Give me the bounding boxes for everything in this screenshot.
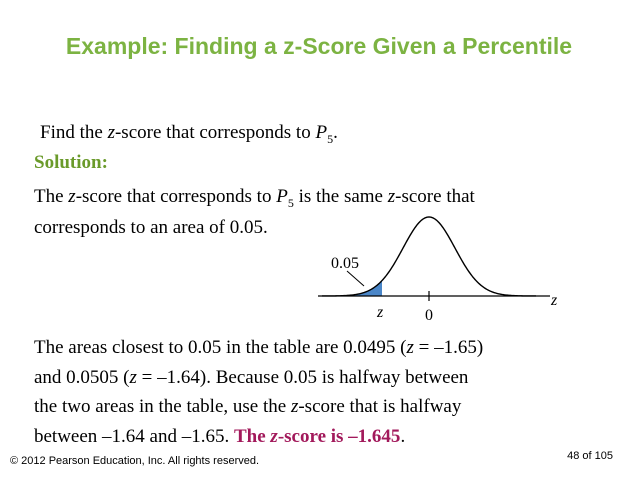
text: -score that <box>395 186 475 207</box>
subscript: 5 <box>287 195 294 210</box>
prompt-text: Find the <box>40 122 108 143</box>
slide-title: Example: Finding a z-Score Given a Percentile <box>65 33 573 59</box>
solution-label: Solution: <box>34 152 108 173</box>
prompt-sub: 5 <box>327 131 334 146</box>
text: and 0.0505 ( <box>34 366 130 388</box>
prompt-text: . <box>333 122 338 143</box>
text: -score that corresponds to <box>75 186 277 207</box>
explanation-line-2 <box>34 363 483 393</box>
area-pointer-line <box>347 271 364 286</box>
italic-z: z <box>270 425 278 447</box>
explanation-line-1 <box>34 333 483 363</box>
explanation-line-3 <box>34 392 483 422</box>
text: = –1.64). Because 0.05 is halfway between <box>136 366 469 388</box>
text: between –1.64 and –1.65. <box>34 425 234 447</box>
area-label: 0.05 <box>331 255 359 272</box>
prompt-z: z <box>107 122 115 143</box>
explanation-text <box>34 333 483 451</box>
page-number: 48 of 105 <box>567 450 613 462</box>
italic-z: z <box>68 186 76 207</box>
answer-highlight <box>234 426 400 447</box>
text: the two areas in the table, use the <box>34 396 291 417</box>
prompt-p: P <box>315 122 328 143</box>
italic-z: z <box>129 366 137 388</box>
text: The <box>233 425 271 447</box>
solution-line-2: corresponds to an area of 0.05. <box>34 217 268 238</box>
text: The areas closest to 0.05 in the table are 0.0495 ( <box>34 337 407 358</box>
text: . <box>400 425 406 447</box>
text: is the same <box>293 186 388 207</box>
axis-label: z <box>551 292 558 309</box>
italic-z: z <box>290 396 299 417</box>
prompt-text: -score that corresponds to <box>114 122 316 143</box>
italic-z: z <box>387 186 396 207</box>
text: = –1.65) <box>413 337 484 358</box>
zero-label: 0 <box>425 307 433 324</box>
normal-curve-graph <box>300 205 570 325</box>
text: The <box>34 186 69 207</box>
italic-z: z <box>406 337 414 358</box>
problem-statement <box>40 122 338 144</box>
italic-p: P <box>276 186 288 207</box>
copyright-notice: © 2012 Pearson Education, Inc. All rights reserved. <box>10 455 260 467</box>
explanation-line-4 <box>34 422 483 452</box>
z-point-label: z <box>377 304 384 321</box>
text: -score that is halfway <box>298 396 462 417</box>
text: -score is –1.645 <box>277 425 401 447</box>
